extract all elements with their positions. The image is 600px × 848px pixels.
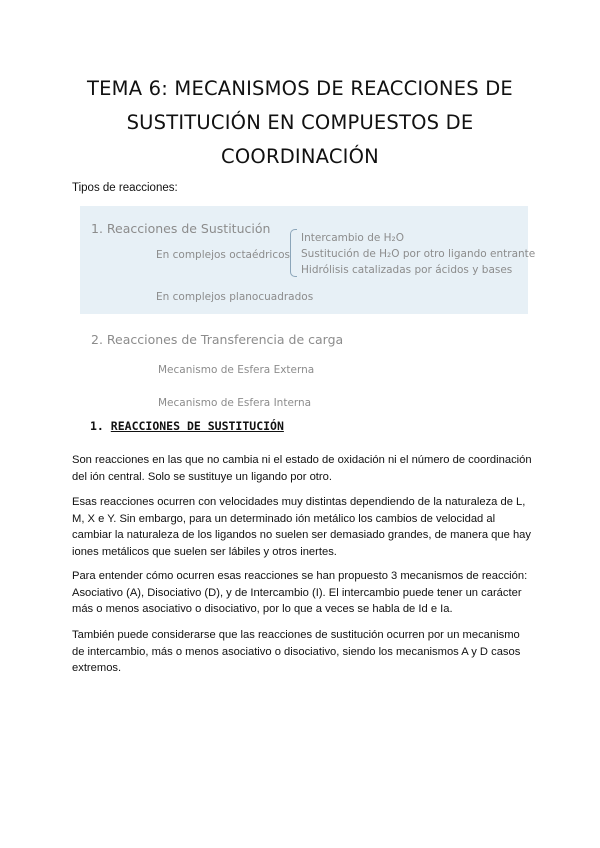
diagram-inner-sphere: Mecanismo de Esfera Interna	[158, 397, 312, 409]
diagram-branch-substitution: Sustitución de H₂O por otro ligando entrante	[301, 248, 536, 260]
paragraph-4: También puede considerarse que las reacciones de sustitución ocurren por un mecanismo de intercambio, más o menos asociativo o disociativo, siendo los mecanismos A y D casos extremos.	[72, 629, 521, 674]
paragraph-1: Son reacciones en las que no cambia ni el estado de oxidación ni el número de coordinación del ión central. Solo se sustituye un ligando por otro.	[72, 454, 532, 483]
page-title	[40, 72, 560, 174]
diagram-branch-hydrolysis: Hidrólisis catalizadas por ácidos y bases	[301, 264, 513, 276]
diagram-item-substitution: 1. Reacciones de Sustitución	[91, 221, 271, 236]
diagram-square-planar-label: En complejos planocuadrados	[156, 291, 314, 303]
title-line-1: TEMA 6: MECANISMOS DE REACCIONES DE	[87, 77, 513, 100]
section-number: 1.	[90, 419, 104, 433]
section-heading	[90, 419, 284, 433]
diagram-branch-exchange: Intercambio de H₂O	[301, 232, 405, 244]
paragraph-3: Para entender cómo ocurren esas reacciones se han propuesto 3 mecanismos de reacción: Asociativo (A), Disociativo (D), y de Intercambio (I). El intercambio puede tener un carácter más o menos asociativo o disociativo, por lo que a veces se habla de Id e Ia.	[72, 570, 528, 615]
paragraph-2: Esas reacciones ocurren con velocidades muy distintas dependiendo de la naturaleza de L, M, X e Y. Sin embargo, para un determinado ión metálico los cambios de velocidad al cambiar la naturaleza de los ligandos no suelen ser demasiado grandes, de manera que hay iones metálicos que suelen ser lábiles y otros inertes.	[72, 496, 531, 558]
diagram-outer-sphere: Mecanismo de Esfera Externa	[158, 364, 315, 376]
title-line-2: SUSTITUCIÓN EN COMPUESTOS DE	[126, 111, 474, 134]
title-line-3: COORDINACIÓN	[221, 145, 379, 168]
intro-label: Tipos de reacciones:	[72, 182, 178, 194]
diagram-bracket	[290, 229, 297, 277]
section-title: REACCIONES DE SUSTITUCIÓN	[110, 419, 284, 433]
diagram-item-charge-transfer: 2. Reacciones de Transferencia de carga	[91, 332, 344, 347]
diagram-octahedral-label: En complejos octaédricos	[156, 249, 291, 261]
